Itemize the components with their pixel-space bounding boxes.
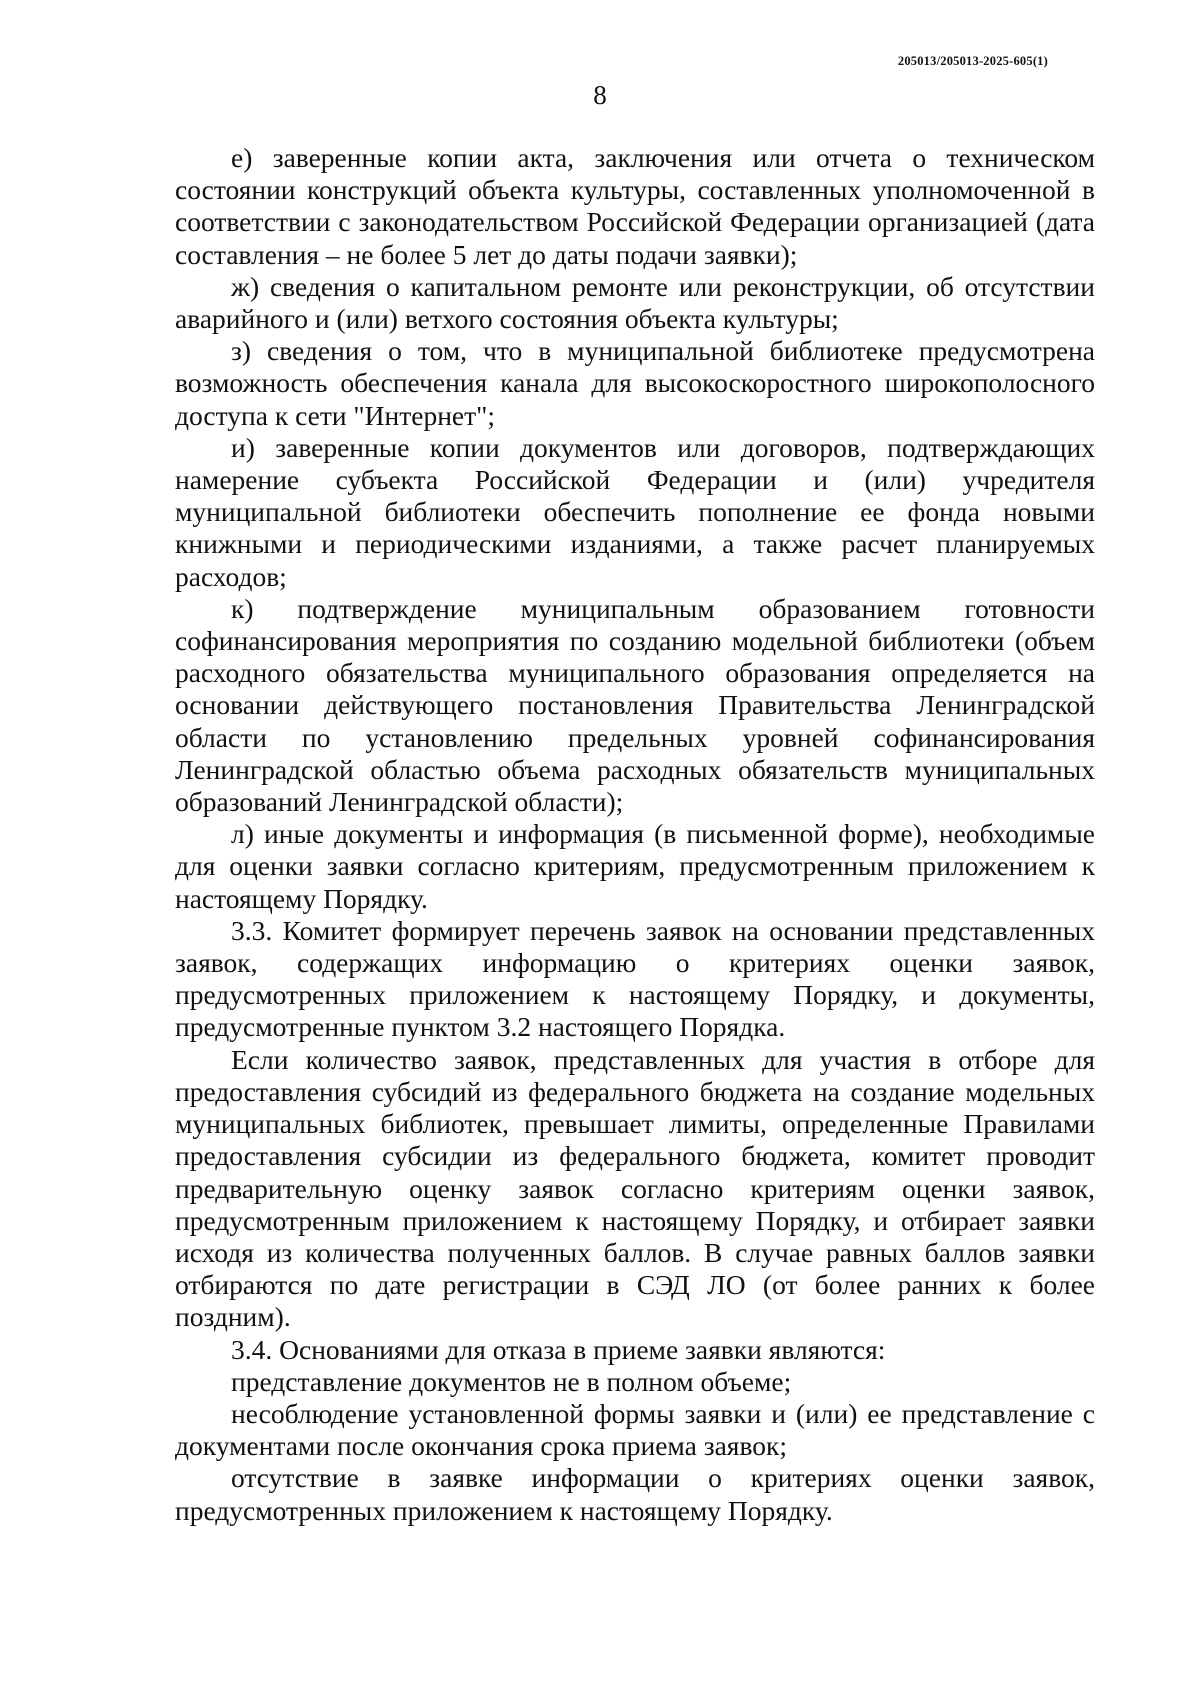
page-number: 8 (593, 80, 607, 110)
paragraph-refusal-reason-1: представление документов не в полном объеме; (231, 1365, 792, 1397)
paragraph-section-3-3: 3.3. Комитет формирует перечень заявок на основании представленных заявок, содержащих информацию о критериях оценки заявок, предусмотренных приложением к настоящему Порядку, и документы, предусмотренные пунктом 3.2 настоящего Порядка. (175, 914, 1095, 1043)
paragraph-section-3-4: 3.4. Основаниями для отказа в приеме заявки являются: (231, 1333, 886, 1365)
document-body (175, 142, 1095, 1527)
paragraph-item-i: и) заверенные копии документов или договоров, подтверждающих намерение субъекта Российской Федерации и (или) учредителя муниципальной библиотеки обеспечить пополнение ее фонда новыми книжными и периодическими изданиями, а также расчет планируемых расходов; (175, 431, 1095, 592)
paragraph-refusal-reason-2: несоблюдение установленной формы заявки и (или) ее представление с документами после окончания срока приема заявок; (175, 1397, 1095, 1462)
paragraph-refusal-reason-3: отсутствие в заявке информации о критериях оценки заявок, предусмотренных приложением к настоящему Порядку. (175, 1462, 1095, 1526)
paragraph-item-l: л) иные документы и информация (в письменной форме), необходимые для оценки заявки согласно критериям, предусмотренным приложением к настоящему Порядку. (175, 818, 1095, 914)
document-id: 205013/205013-2025-605(1) (897, 54, 1048, 68)
paragraph-item-zh: ж) сведения о капитальном ремонте или реконструкции, об отсутствии аварийного и (или) ветхого состояния объекта культуры; (175, 270, 1095, 335)
paragraph-item-k: к) подтверждение муниципальным образованием готовности софинансирования мероприятия по созданию модельной библиотеки (объем расходного обязательства муниципального образования определяется на основании действующего постановления Правительства Ленинградской области по установлению предельных уровней софинансирования Ленинградской областью объема расходных обязательств муниципальных образований Ленинградской области); (175, 592, 1095, 818)
paragraph-item-e: е) заверенные копии акта, заключения или отчета о техническом состоянии конструкций объекта культуры, составленных уполномоченной в соответствии с законодательством Российской Федерации организацией (дата составления – не более 5 лет до даты подачи заявки); (175, 142, 1095, 270)
paragraph-selection-rule: Если количество заявок, представленных для участия в отборе для предоставления субсидий из федерального бюджета на создание модельных муниципальных библиотек, превышает лимиты, определенные Правилами предоставления субсидии из федерального бюджета, комитет проводит предварительную оценку заявок согласно критериям оценки заявок, предусмотренным приложением к настоящему Порядку, и отбирает заявки исходя из количества полученных баллов. В случае равных баллов заявки отбираются по дате регистрации в СЭД ЛО (от более ранних к более поздним). (175, 1043, 1095, 1333)
paragraph-item-z: з) сведения о том, что в муниципальной библиотеке предусмотрена возможность обеспечения канала для высокоскоростного широкополосного доступа к сети "Интернет"; (175, 335, 1095, 431)
